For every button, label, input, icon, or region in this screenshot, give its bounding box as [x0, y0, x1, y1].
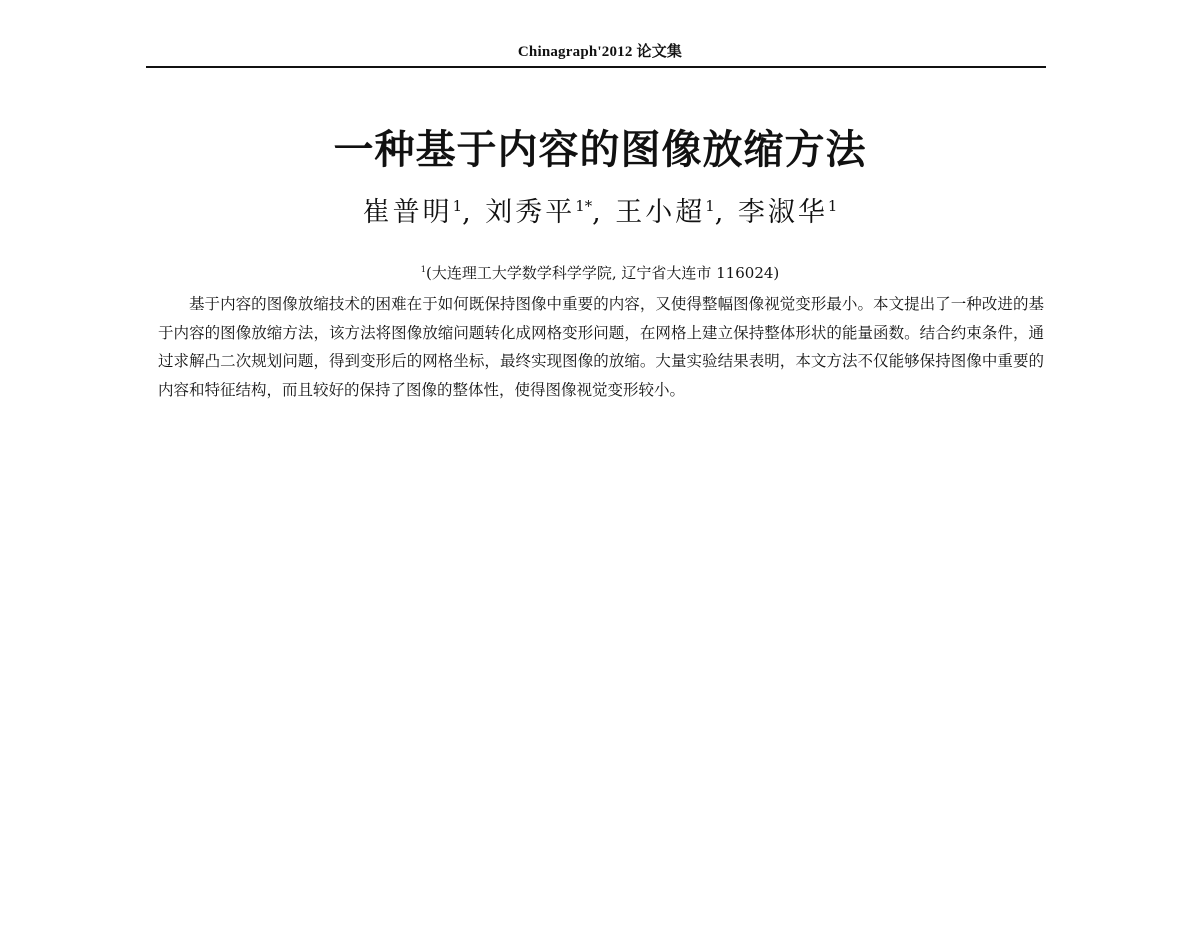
affiliation-text: (大连理工大学数学科学学院, 辽宁省大连市 116024): [425, 264, 780, 282]
running-header: Chinagraph'2012 论文集: [517, 44, 683, 60]
author-separator: ,: [714, 197, 738, 228]
abstract-text: 基于内容的图像放缩技术的困难在于如何既保持图像中重要的内容，又使得整幅图像视觉变形最小。本文提出了一种改进的基于内容的图像放缩方法，该方法将图像放缩问题转化成网格变形问题，在网格上建立保持整体形状的能量函数。结合约束条件，通过求解凸二次规划问题，得到变形后的网格坐标，最终实现图像的放缩。大量实验结果表明，本文方法不仅能够保持图像中重要的内容和特征结构，而且较好的保持了图像的整体性，使得图像视觉变形较小。: [158, 295, 1044, 399]
author-separator: ,: [462, 197, 486, 228]
author: [615, 197, 714, 228]
author-name: 刘秀平: [485, 197, 576, 228]
author: [738, 197, 837, 228]
author-separator: ,: [592, 197, 616, 228]
affiliation-marker: 1: [705, 197, 715, 215]
affiliation-marker: 1: [420, 264, 426, 274]
author-name: 王小超: [615, 197, 706, 228]
affiliation-marker: 1: [827, 197, 838, 215]
affiliation: [0, 262, 1200, 283]
author: [485, 197, 592, 228]
author-list: [0, 190, 1200, 229]
paper-title: 一种基于内容的图像放缩方法: [333, 127, 867, 173]
header-rule: [146, 66, 1046, 68]
author-name: 李淑华: [737, 197, 828, 228]
author-name: 崔普明: [362, 197, 453, 228]
affiliation-marker: 1*: [575, 197, 593, 215]
author: [363, 197, 462, 228]
affiliation-marker: 1: [452, 197, 463, 215]
